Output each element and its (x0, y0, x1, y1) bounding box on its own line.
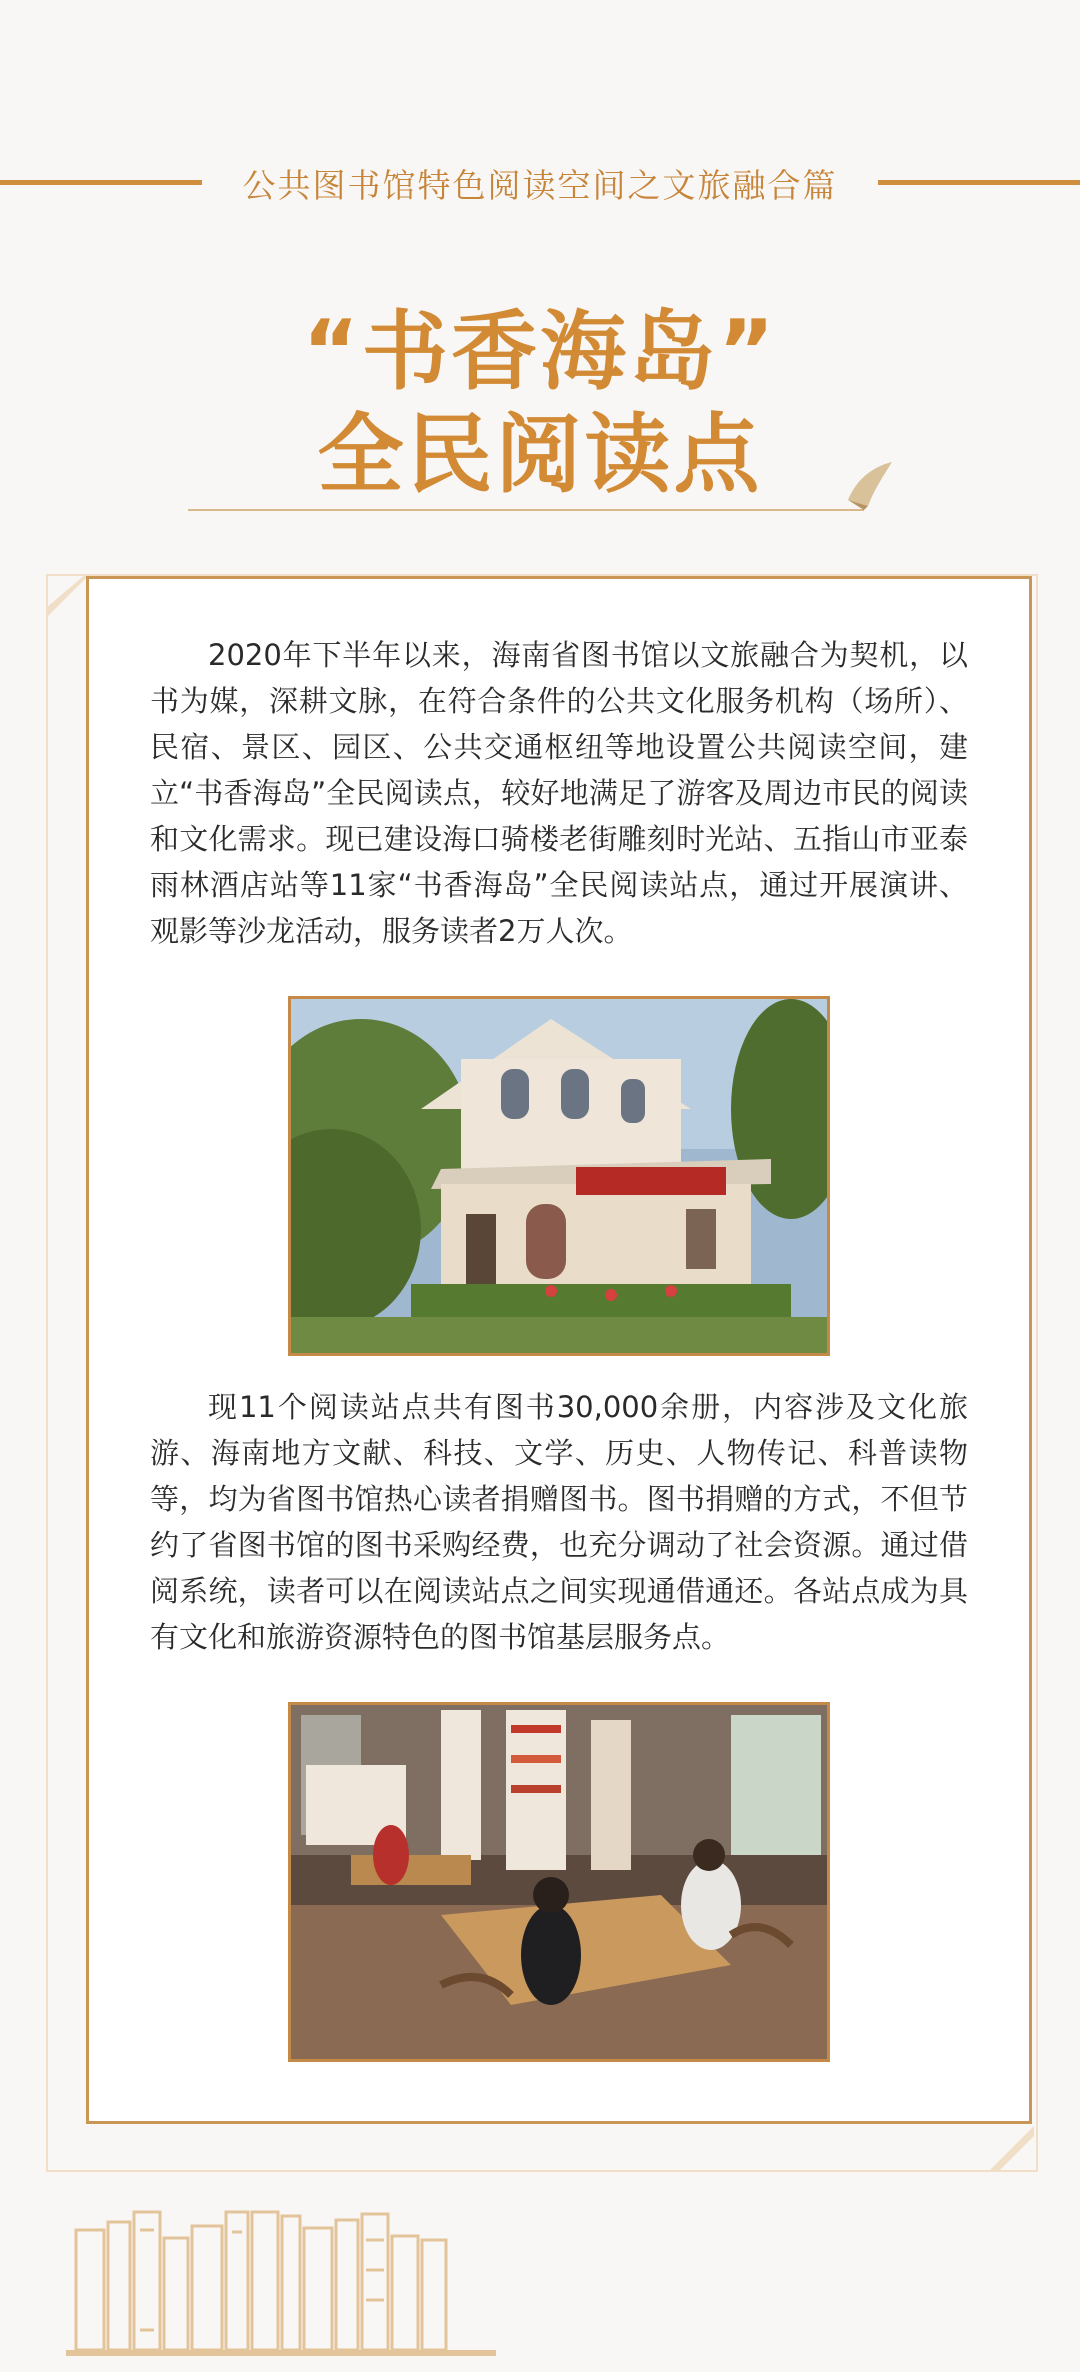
reading-room-interior-photo (288, 1702, 830, 2062)
book-flag-icon (846, 460, 896, 512)
section-subtitle: 公共图书馆特色阅读空间之文旅融合篇 (242, 166, 838, 205)
collection-paragraph: 现11个阅读站点共有图书30,000余册，内容涉及文化旅游、海南地方文献、科技、文学、历史、人物传记、科普读物等，均为省图书馆热心读者捐赠图书。图书捐赠的方式，不但节约了省图书馆的图书采购经费，也充分调动了社会资源。通过借阅系统，读者可以在阅读站点之间实现通借通还。各站点成为具有文化和旅游资源特色的图书馆基层服务点。 (150, 1390, 968, 1654)
frame-corner-bottom-right (990, 2122, 1036, 2170)
intro-paragraph: 2020年下半年以来，海南省图书馆以文旅融合为契机，以书为媒，深耕文脉，在符合条件的公共文化服务机构（场所）、民宿、景区、园区、公共交通枢纽等地设置公共阅读空间，建立“书香海岛”全民阅读点，较好地满足了游客及周边市民的阅读和文化需求。现已建设海口骑楼老街雕刻时光站、五指山市亚泰雨林酒店站等11家“书香海岛”全民阅读站点，通过开展演讲、观影等沙龙活动，服务读者2万人次。 (150, 638, 968, 948)
books-decoration-icon (66, 2210, 506, 2360)
page-title-line1: “书香海岛” (302, 302, 778, 402)
reading-station-exterior-photo (288, 996, 830, 1356)
frame-corner-top-left (46, 574, 90, 618)
page-title-line2: 全民阅读点 (317, 405, 763, 505)
header-rule-right (878, 180, 1080, 185)
title-underline (188, 509, 864, 511)
header-rule-left (0, 180, 202, 185)
